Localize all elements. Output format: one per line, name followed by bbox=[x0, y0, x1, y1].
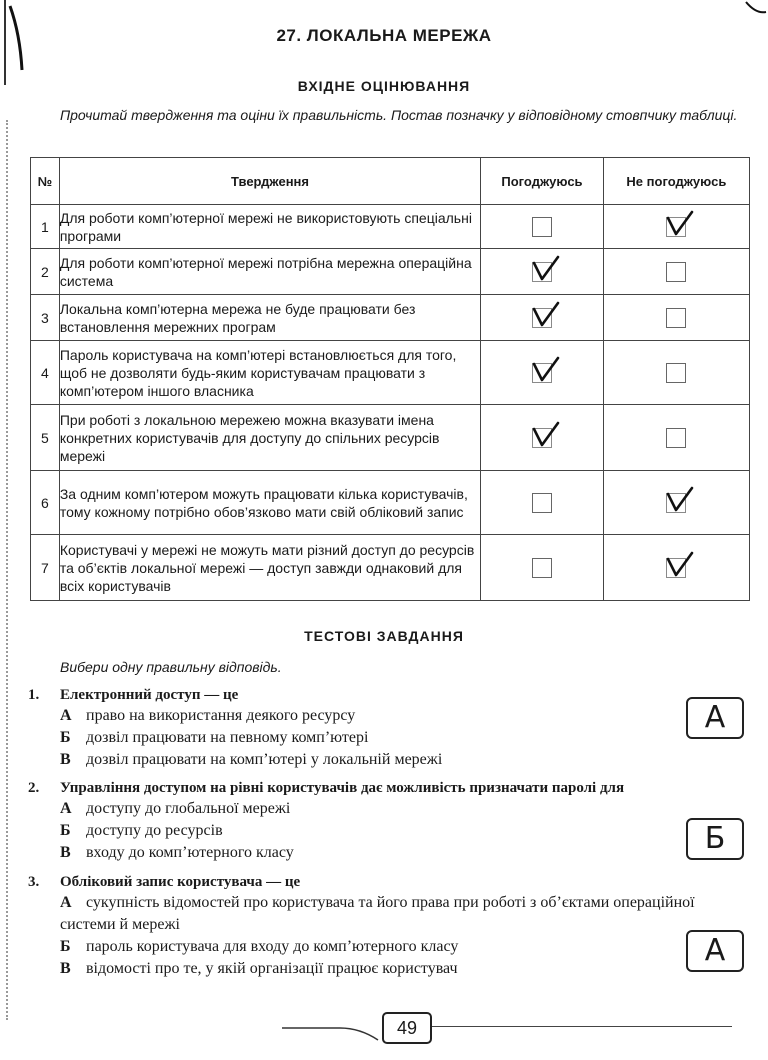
binding-perforation bbox=[6, 120, 10, 1020]
yes-checkbox[interactable] bbox=[532, 262, 552, 282]
row-statement: Пароль користувача на комп’ютері встановлюється для того, щоб не дозволяти будь-яким користувачам працювати з комп’ютером іншого власника bbox=[59, 341, 480, 405]
option-c[interactable]: В входу до комп’ютерного класу bbox=[60, 844, 294, 861]
row-number: 4 bbox=[31, 341, 60, 405]
assessment-table bbox=[30, 157, 750, 601]
row-statement: Для роботи комп’ютерної мережі потрібна мережна операційна система bbox=[59, 249, 480, 295]
option-c[interactable]: В дозвіл працювати на комп’ютері у локальній мережі bbox=[60, 751, 443, 768]
option-a[interactable]: А сукупність відомостей про користувача та його права при роботі з об’єктами операційної системи й мережі bbox=[60, 894, 695, 933]
table-row bbox=[31, 405, 750, 471]
yes-checkbox[interactable] bbox=[532, 308, 552, 328]
row-number: 5 bbox=[31, 405, 60, 471]
checkmark-icon bbox=[531, 419, 561, 449]
row-statement: Локальна комп’ютерна мережа не буде працювати без встановлення мережних програм bbox=[59, 295, 480, 341]
no-checkbox[interactable] bbox=[666, 363, 686, 383]
option-a[interactable]: А право на використання деякого ресурсу bbox=[60, 707, 356, 724]
table-header-row bbox=[31, 158, 750, 205]
option-b[interactable]: Б пароль користувача для входу до комп’ютерного класу bbox=[60, 938, 459, 955]
option-a[interactable]: А доступу до глобальної мережі bbox=[60, 800, 291, 817]
entry-section-title: ВХІДНЕ ОЦІНЮВАННЯ bbox=[297, 78, 471, 94]
question-number: 3. bbox=[28, 874, 40, 890]
question-3 bbox=[28, 872, 748, 980]
yes-checkbox[interactable] bbox=[532, 428, 552, 448]
row-statement: При роботі з локальною мережею можна вказувати імена конкретних користувачів для доступу до спільних ресурсів мережі bbox=[59, 405, 480, 471]
question-1 bbox=[28, 685, 748, 771]
yes-checkbox[interactable] bbox=[532, 217, 552, 237]
option-c[interactable]: В відомості про те, у якій організації працює користувач bbox=[60, 960, 458, 977]
question-text: Управління доступом на рівні користувачів дає можливість призначати паролі для bbox=[60, 780, 625, 796]
checkmark-icon bbox=[531, 299, 561, 329]
page-number: 49 bbox=[382, 1012, 432, 1044]
option-b[interactable]: Б дозвіл працювати на певному комп’ютері bbox=[60, 729, 369, 746]
col-header-statement: Твердження bbox=[59, 158, 480, 205]
checkmark-icon bbox=[531, 253, 561, 283]
answer-box-1[interactable]: А bbox=[686, 697, 744, 739]
answer-box-3[interactable]: А bbox=[686, 930, 744, 972]
yes-checkbox[interactable] bbox=[532, 493, 552, 513]
no-checkbox[interactable] bbox=[666, 493, 686, 513]
no-checkbox[interactable] bbox=[666, 308, 686, 328]
checkmark-icon bbox=[665, 484, 695, 514]
col-header-agree: Погоджуюсь bbox=[481, 158, 604, 205]
row-number: 6 bbox=[31, 471, 60, 535]
question-text: Електронний доступ — це bbox=[60, 687, 239, 703]
row-statement: Для роботи комп’ютерної мережі не використовують спеціальні програми bbox=[59, 205, 480, 249]
row-number: 1 bbox=[31, 205, 60, 249]
table-row bbox=[31, 205, 750, 249]
tests-instruction: Вибери одну правильну відповідь. bbox=[60, 659, 282, 675]
question-number: 2. bbox=[28, 780, 40, 796]
tests-section-title: ТЕСТОВІ ЗАВДАННЯ bbox=[304, 628, 464, 644]
question-text: Обліковий запис користувача — це bbox=[60, 874, 301, 890]
row-number: 7 bbox=[31, 535, 60, 601]
corner-curve-decoration bbox=[744, 0, 768, 16]
question-number: 1. bbox=[28, 687, 40, 703]
checkmark-icon bbox=[665, 208, 695, 238]
row-statement: Користувачі у мережі не можуть мати різний доступ до ресурсів та об’єктів локальної мережі — доступ завжди однаковий для всіх користувачів bbox=[59, 535, 480, 601]
no-checkbox[interactable] bbox=[666, 262, 686, 282]
col-header-number: № bbox=[31, 158, 60, 205]
table-row bbox=[31, 249, 750, 295]
answer-box-2[interactable]: Б bbox=[686, 818, 744, 860]
table-row bbox=[31, 471, 750, 535]
no-checkbox[interactable] bbox=[666, 217, 686, 237]
no-checkbox[interactable] bbox=[666, 558, 686, 578]
table-row bbox=[31, 535, 750, 601]
question-2 bbox=[28, 778, 748, 864]
entry-instruction: Прочитай твердження та оціни їх правильність. Постав позначку у відповідному стовпчику таблиці. bbox=[60, 107, 738, 123]
yes-checkbox[interactable] bbox=[532, 363, 552, 383]
table-row bbox=[31, 341, 750, 405]
row-number: 2 bbox=[31, 249, 60, 295]
no-checkbox[interactable] bbox=[666, 428, 686, 448]
page-title: 27. ЛОКАЛЬНА МЕРЕЖА bbox=[276, 26, 492, 45]
footer-swoosh bbox=[280, 1024, 380, 1044]
checkmark-icon bbox=[665, 549, 695, 579]
yes-checkbox[interactable] bbox=[532, 558, 552, 578]
row-statement: За одним комп’ютером можуть працювати кілька користувачів, тому кожному потрібно обов’язково мати свій обліковий запис bbox=[59, 471, 480, 535]
col-header-disagree: Не погоджуюсь bbox=[603, 158, 749, 205]
checkmark-icon bbox=[531, 354, 561, 384]
table-row bbox=[31, 295, 750, 341]
row-number: 3 bbox=[31, 295, 60, 341]
footer-rule bbox=[432, 1026, 732, 1027]
option-b[interactable]: Б доступу до ресурсів bbox=[60, 822, 223, 839]
